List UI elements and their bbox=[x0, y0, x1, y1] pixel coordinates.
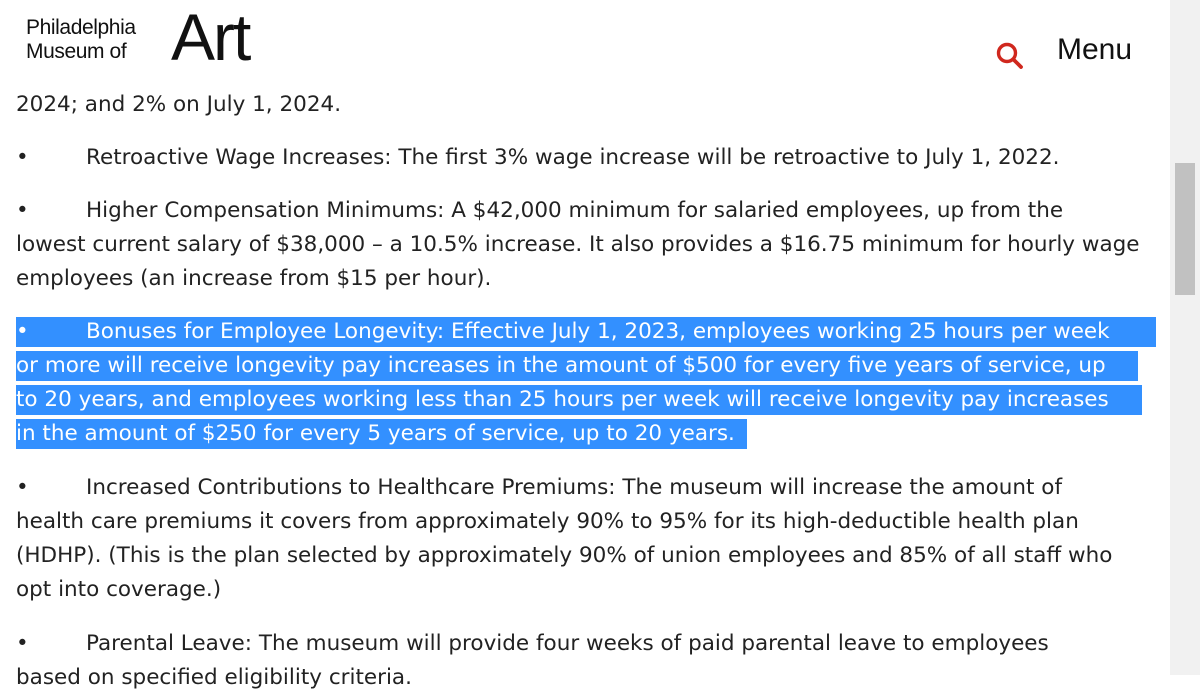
vertical-scrollbar[interactable] bbox=[1170, 0, 1200, 675]
menu-button[interactable]: Menu bbox=[1057, 33, 1133, 66]
bullet-icon: • bbox=[16, 475, 29, 500]
logo-line-museum-of: Museum of bbox=[26, 40, 127, 63]
bullet-item-healthcare-premiums: • Increased Contributions to Healthcare Premiums: The museum will increase the amount of bbox=[16, 471, 1062, 505]
bullet-icon: • bbox=[16, 145, 29, 170]
article-line: lowest current salary of $38,000 – a 10.5% increase. It also provides a $16.75 minimum for hourly wage bbox=[16, 232, 1140, 257]
logo-art-wordmark: Art bbox=[171, 0, 250, 74]
search-button[interactable] bbox=[994, 40, 1026, 72]
selected-line-longevity[interactable]: • Bonuses for Employee Longevity: Effective July 1, 2023, employees working 25 hours per week bbox=[16, 315, 1110, 349]
article-line: based on specified eligibility criteria. bbox=[16, 665, 412, 690]
site-header bbox=[0, 0, 1170, 92]
selected-line-longevity[interactable]: to 20 years, and employees working less than 25 hours per week will receive longevity pay increases bbox=[16, 383, 1109, 417]
article-line: employees (an increase from $15 per hour). bbox=[16, 266, 492, 291]
selected-line-longevity[interactable]: in the amount of $250 for every 5 years of service, up to 20 years. bbox=[16, 417, 735, 451]
article-line: health care premiums it covers from approximately 90% to 95% for its high-deductible health plan bbox=[16, 509, 1079, 534]
bullet-item-retroactive-wage: • Retroactive Wage Increases: The first 3% wage increase will be retroactive to July 1, 2022. bbox=[16, 141, 1060, 175]
article-body bbox=[16, 0, 1156, 690]
bullet-item-parental-leave: • Parental Leave: The museum will provide four weeks of paid parental leave to employees bbox=[16, 627, 1049, 661]
bullet-item-compensation-minimums: • Higher Compensation Minimums: A $42,000 minimum for salaried employees, up from the bbox=[16, 194, 1063, 228]
bullet-icon: • bbox=[16, 319, 29, 344]
article-line: (HDHP). (This is the plan selected by approximately 90% of union employees and 85% of all staff who bbox=[16, 543, 1113, 568]
search-icon bbox=[994, 40, 1026, 72]
scrollbar-thumb[interactable] bbox=[1175, 163, 1195, 295]
logo-line-philadelphia: Philadelphia bbox=[26, 16, 136, 39]
bullet-icon: • bbox=[16, 631, 29, 656]
article-line: 2024; and 2% on July 1, 2024. bbox=[16, 92, 342, 117]
article-line: opt into coverage.) bbox=[16, 577, 222, 602]
bullet-icon: • bbox=[16, 198, 29, 223]
selected-line-longevity[interactable]: or more will receive longevity pay increases in the amount of $500 for every five years of service, up bbox=[16, 349, 1106, 383]
